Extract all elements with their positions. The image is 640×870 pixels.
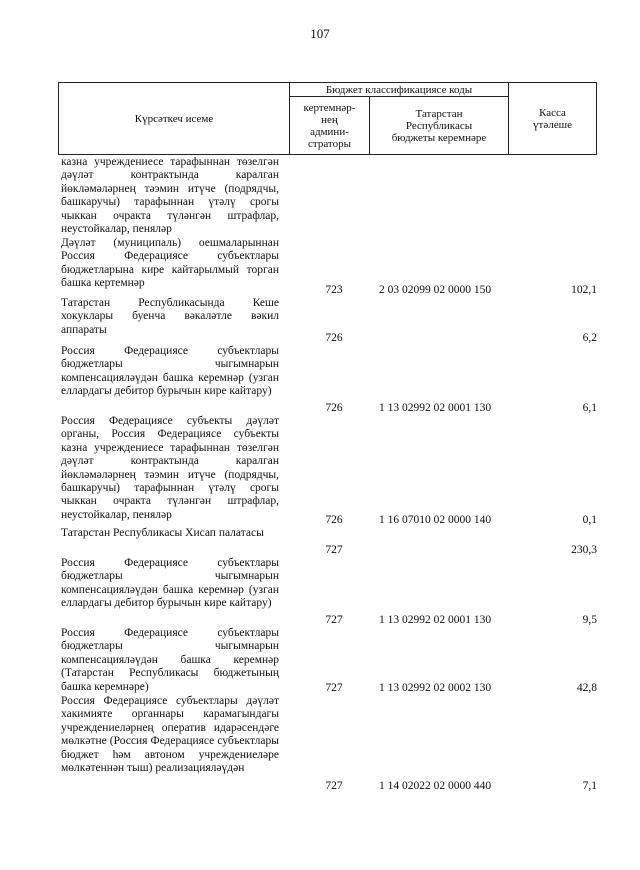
row-classification-code: 1 13 02992 02 0001 130 [379, 401, 492, 414]
row-admin-code: 726 [325, 401, 343, 414]
row-amount: 6,1 [582, 401, 597, 414]
table-row [61, 237, 601, 297]
row-indicator: Татарстан Республикасында Кеше хокуклары буенча вәкаләтле вәкил аппараты [61, 297, 279, 336]
table-row [61, 627, 601, 695]
row-indicator: Россия Федерациясе субъекты дәүләт органы, Россия Федерациясе субъекты казна учреждениесе тарафыннан төзелгән дәүләт контрактында каралган йөкләмәләрнең тәэмин итүче (подрядчы, башкаручы) тарафыннан үтәлү срогы чыккан очракта түләнгән штрафлар, неустойкалар, пеняләр [61, 415, 279, 521]
row-classification-code: 1 14 02022 02 0000 440 [379, 779, 492, 792]
row-classification-code: 2 03 02099 02 0000 150 [379, 283, 492, 296]
row-indicator: Татарстан Республикасы Хисап палатасы [61, 527, 264, 539]
row-admin-code: 727 [325, 613, 343, 626]
row-admin-code: 727 [325, 543, 343, 556]
header-cash-execution: Касса үтәлеше [533, 106, 572, 131]
row-admin-code: 723 [325, 283, 343, 296]
row-amount: 42,8 [576, 681, 597, 694]
header-right-border [596, 82, 597, 155]
row-indicator: Россия Федерациясе субъектлары дәүләт хакимияте органнары карамагындагы учреждениеләрнең оператив идарәсендәге мөлкәтне (Россия Федерациясе субъектлары бюджет һәм автоном учреждениеләре мөлкәтеннән тыш) реализацияләүдән [61, 695, 279, 775]
row-amount: 0,1 [582, 513, 597, 526]
row-amount: 102,1 [571, 283, 597, 296]
page-number: 107 [310, 26, 330, 41]
row-indicator: Россия Федерациясе субъектлары бюджетлары чыгымнарын компенсацияләүдән башка керемнәр (Татарстан Республикасы бюджетының башка керемнәре) [61, 627, 279, 693]
table-row [61, 527, 601, 557]
row-indicator: Россия Федерациясе субъектлары бюджетлары чыгымнарын компенсацияләүдән башка керемнәр (узган еллардагы дебитор бурычын кире кайтару) [61, 345, 279, 398]
table-row [61, 297, 601, 345]
header-indicator-name: Күрсәткеч исеме [134, 112, 214, 125]
table-row [61, 695, 601, 793]
row-classification-code: 1 13 02992 02 0001 130 [379, 613, 492, 626]
row-amount: 7,1 [582, 779, 597, 792]
header-bottom-border [58, 154, 597, 155]
header-administrator: кертемнәр- нең админи- страторы [303, 101, 356, 150]
row-admin-code: 726 [325, 331, 343, 344]
row-admin-code: 726 [325, 513, 343, 526]
row-indicator: Дәүләт (муниципаль) оешмаларыннан Россия Федерациясе субъектлары бюджетларына кире кайтарылмый торган башка кертемнәр [61, 237, 279, 290]
row-indicator: Россия Федерациясе субъектлары бюджетлары чыгымнарын компенсацияләүдән башка керемнәр (узган еллардагы дебитор бурычын кире кайтару) [61, 557, 279, 610]
table-row [61, 156, 601, 237]
header-budget-codes-group: Бюджет классификациясе коды [325, 83, 473, 96]
table-body [61, 156, 601, 793]
table-row [61, 415, 601, 527]
row-indicator: казна учреждениесе тарафыннан төзелгән дәүләт контрактында каралган йөкләмәләрнең тәэмин итүче (подрядчы, башкаручы) тарафыннан үтәлү срогы чыккан очракта түләнгән штрафлар, неустойкалар, пеняләр [61, 156, 279, 236]
row-classification-code: 1 16 07010 02 0000 140 [379, 513, 492, 526]
header-tatarstan-income: Татарстан Республикасы бюджеты керемнәре [391, 107, 487, 144]
row-amount: 9,5 [582, 613, 597, 626]
row-amount: 6,2 [582, 331, 597, 344]
table-row [61, 345, 601, 415]
row-amount: 230,3 [571, 543, 597, 556]
row-admin-code: 727 [325, 779, 343, 792]
table-row [61, 557, 601, 627]
table-header [58, 82, 597, 154]
row-classification-code: 1 13 02992 02 0002 130 [379, 681, 492, 694]
row-admin-code: 727 [325, 681, 343, 694]
